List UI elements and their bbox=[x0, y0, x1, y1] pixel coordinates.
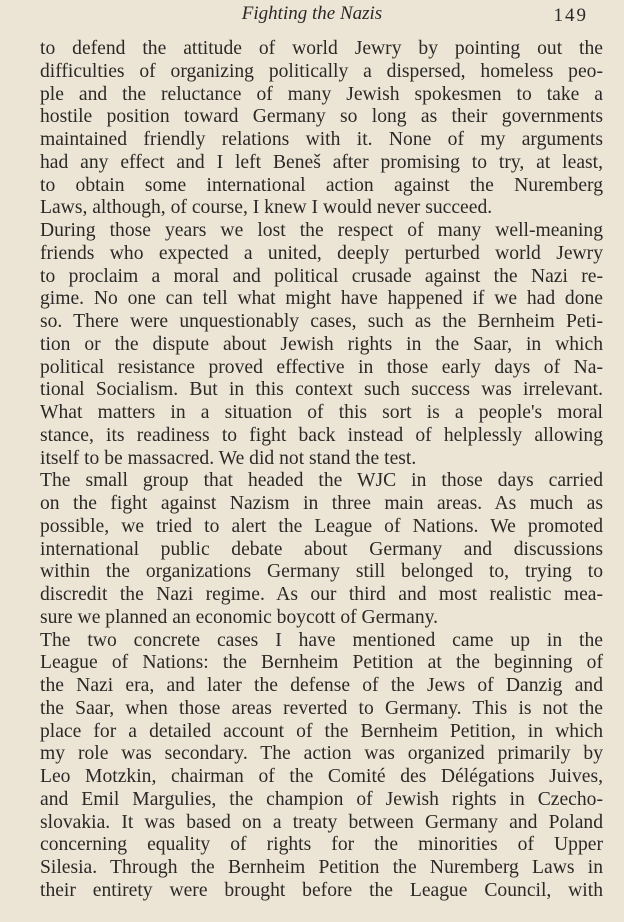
page-number: 149 bbox=[553, 5, 588, 26]
text-line: my role was secondary. The action was organized primarily by bbox=[40, 743, 603, 765]
text-line: stance, its readiness to fight back instead of helplessly allowing bbox=[40, 424, 603, 446]
text-line: The small group that headed the WJC in those days carried bbox=[40, 470, 603, 492]
text-line: to proclaim a moral and political crusade against the Nazi re- bbox=[40, 265, 603, 287]
text-line: had any effect and I left Beneš after promising to try, at least, bbox=[40, 151, 603, 173]
text-line: so. There were unquestionably cases, such as the Bernheim Peti- bbox=[40, 311, 603, 332]
text-line: difficulties of organizing politically a dispersed, homeless peo- bbox=[40, 60, 603, 82]
running-title: Fighting the Nazis bbox=[241, 3, 383, 24]
text-line: their entirety were brought before the League Council, with bbox=[40, 879, 603, 901]
text-line: Silesia. Through the Bernheim Petition the Nuremberg Laws in bbox=[40, 857, 603, 878]
text-line: gime. No one can tell what might have happened if we had done bbox=[40, 288, 603, 310]
text-line: possible, we tried to alert the League of Nations. We promoted bbox=[40, 515, 603, 537]
text-line: itself to be massacred. We did not stand the test. bbox=[40, 447, 417, 469]
text-line: The two concrete cases I have mentioned came up in the bbox=[40, 629, 603, 651]
text-line: on the fight against Nazism in three main areas. As much as bbox=[40, 493, 603, 514]
text-line: Laws, although, of course, I knew I would never succeed. bbox=[40, 197, 493, 219]
paragraph bbox=[40, 630, 603, 903]
paragraph bbox=[40, 38, 603, 220]
text-line: political resistance proved effective in those early days of Na- bbox=[40, 356, 603, 378]
text-line: to obtain some international action against the Nuremberg bbox=[40, 174, 603, 196]
text-line: the Saar, when those areas reverted to Germany. This is not the bbox=[40, 697, 603, 719]
text-line: What matters in a situation of this sort is a people's moral bbox=[40, 402, 603, 423]
text-line: ple and the reluctance of many Jewish spokesmen to take a bbox=[40, 83, 603, 105]
text-line: discredit the Nazi regime. As our third and most realistic mea- bbox=[40, 584, 603, 605]
text-line: Leo Motzkin, chairman of the Comité des Délégations Juives, bbox=[40, 766, 603, 787]
text-line: within the organizations Germany still belonged to, trying to bbox=[40, 561, 603, 583]
page-header bbox=[0, 3, 624, 27]
text-line: During those years we lost the respect of many well-meaning bbox=[40, 220, 603, 241]
paragraph bbox=[40, 470, 603, 629]
text-line: maintained friendly relations with it. None of my arguments bbox=[40, 129, 603, 150]
text-line: place for a detailed account of the Bernheim Petition, in which bbox=[40, 720, 603, 742]
text-line: the Nazi era, and later the defense of the Jews of Danzig and bbox=[40, 675, 603, 696]
text-line: hostile position toward Germany so long as their governments bbox=[40, 106, 603, 128]
text-line: to defend the attitude of world Jewry by pointing out the bbox=[40, 38, 603, 59]
text-line: League of Nations: the Bernheim Petition at the beginning of bbox=[40, 652, 603, 674]
paragraph bbox=[40, 220, 603, 470]
page-body bbox=[40, 38, 603, 903]
text-line: international public debate about Germany and discussions bbox=[40, 538, 603, 560]
text-line: friends who expected a united, deeply perturbed world Jewry bbox=[40, 242, 603, 264]
text-line: tional Socialism. But in this context such success was irrelevant. bbox=[40, 379, 603, 401]
text-line: sure we planned an economic boycott of Germany. bbox=[40, 606, 439, 628]
text-line: tion or the dispute about Jewish rights in the Saar, in which bbox=[40, 333, 603, 355]
text-line: and Emil Margulies, the champion of Jewish rights in Czecho- bbox=[40, 788, 603, 810]
text-line: concerning equality of rights for the minorities of Upper bbox=[40, 834, 603, 856]
text-line: slovakia. It was based on a treaty between Germany and Poland bbox=[40, 811, 603, 833]
